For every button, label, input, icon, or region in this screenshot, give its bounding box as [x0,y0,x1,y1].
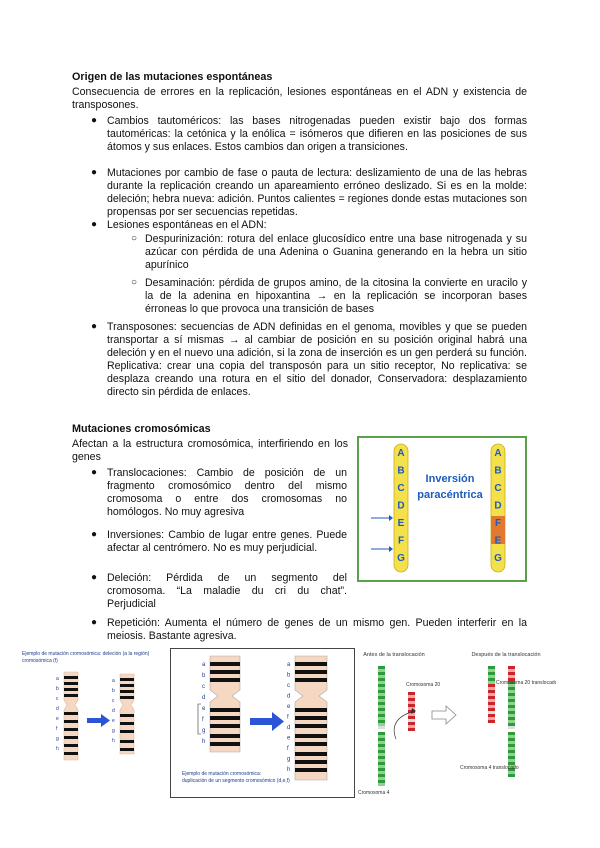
chromosome-stripe [378,771,385,774]
chromosome-stripe [378,741,385,744]
duplication-right-label: b [287,672,291,679]
duplication-caption-2: duplicación de un segmento cromosómico (d,e,f) [182,778,290,784]
chromosome-band [295,708,327,712]
chromosome-stripe [508,753,515,756]
bullet-dot: ● [91,219,98,230]
inversion-title-line1: Inversión [425,473,475,485]
deletion-right-label: e [112,718,115,724]
chromosome-stripe [508,729,515,732]
chromosome-stripe [488,687,495,690]
section2-title: Mutaciones cromosómicas [72,423,211,435]
duplication-right-label: e [287,735,291,742]
chromosome-band [295,670,327,674]
chromosome-stripe [378,729,385,732]
chromosome-stripe [508,756,515,759]
translocation-diagram [356,644,556,802]
inversion-right-letter: A [494,448,502,459]
inversion-left-letter: G [397,553,405,564]
chromosome-stripe [408,692,415,695]
duplication-right-label: d [287,693,291,700]
chromosome-stripe [378,666,385,669]
inversion-right-letter: B [494,465,502,477]
deletion-caption-2: cromosómica (f) [22,658,58,664]
subbullet-desaminacion: Desaminación: pérdida de grupos amino, de la citosina la convierte en uracilo y la de la adenina en hipoxantina → en la replicación se incorporan bases érroneas lo que provoca una transición de bases [145,277,527,315]
chromosome-stripe [488,678,495,681]
inversion-left-letter: F [397,535,405,547]
translocation-before-label: Antes de la translocación [363,652,425,658]
chromosome-band [295,662,327,666]
chromosome-stripe [408,719,415,722]
chromosome-stripe [408,728,415,731]
subbullet-circle: ○ [131,277,138,288]
chromosome-stripe [488,717,495,720]
inversion-right-letter: C [494,483,502,494]
chromosome-stripe [488,696,495,699]
chromosome-stripe [378,693,385,696]
chromosome-stripe [488,669,495,672]
deletion-left-label: e [56,716,59,722]
deletion-right-label: h [112,738,115,744]
duplication-left-label: e [202,706,206,712]
chromosome-stripe [488,681,495,684]
chromosome-stripe [488,720,495,723]
chromosome-band [120,714,134,717]
deletion-right-label: g [112,728,115,734]
chromosome-band [120,696,134,699]
chromosome-band [64,736,78,739]
chromosome-band [64,694,78,697]
section1-intro: Consecuencia de errores en la replicación, lesiones espontáneas en el ADN y existencia de transposones. [72,86,527,111]
chromosome-stripe [508,723,515,726]
chromosome-stripe [508,771,515,774]
chromosome-band [64,682,78,685]
chromosome-stripe [508,750,515,753]
chromosome-band [64,712,78,715]
chromosome-stripe [378,690,385,693]
bullet-delecion: Deleción: Pérdida de un segmento del cromosoma. “La maladie du cri du chat”. Perjudicial [107,572,347,610]
bullet-dot: ● [91,167,98,178]
translocation-figure [356,644,556,802]
chromosome-stripe [408,716,415,719]
chromosome-stripe [508,744,515,747]
chromosome-stripe [488,666,495,669]
chromosome-stripe [408,695,415,698]
bullet-dot: ● [91,529,98,540]
chromosome-band [210,678,240,682]
inversion-left-letter: C [397,483,405,494]
chromosome-stripe [378,726,385,729]
chromosome-band [210,716,240,720]
chromosome-stripe [378,723,385,726]
chromosome-stripe [508,687,515,690]
deletion-left-label: g [56,736,59,742]
bullet-dot: ● [91,617,98,628]
chromosome-stripe [408,698,415,701]
chromosome-stripe [378,714,385,717]
bullet-transposones: Transposones: secuencias de ADN definidas en el genoma, movibles y que se pueden transportar a sí mismas → al cambiar de posición en su posición original habrá una deleción y en el nuevo una adición, si la zona de inserción es un gen perderá su función. Replicativa: crear una copia del transposón para un sitio receptor, No replicativa: se desplaza creando una rotura en el sitio del donador, Conservadora: desplazamiento directo sin pérdida de enlaces. [107,321,527,398]
duplication-left-label: a [202,662,206,668]
chromosome-stripe [378,744,385,747]
subbullet-circle: ○ [131,233,138,244]
chromosome-stripe [508,696,515,699]
deletion-figure [20,648,168,770]
chromosome-stripe [488,684,495,687]
chromosome-stripe [508,693,515,696]
chromosome-stripe [408,722,415,725]
chromosome-stripe [378,699,385,702]
bullet-dot: ● [91,572,98,583]
chromosome-stripe [378,678,385,681]
duplication-diagram [170,648,355,798]
duplication-figure [170,648,355,798]
bullet-repeticion: Repetición: Aumenta el número de genes de un mismo gen. Pueden interferir en la meiosis. Bastante agresiva. [107,617,527,642]
chromosome-band [120,690,134,693]
chromosome-stripe [488,690,495,693]
chromosome-stripe [508,720,515,723]
bullet-dot: ● [91,467,98,478]
chromosome-stripe [378,681,385,684]
bullet-translocaciones: Translocaciones: Cambio de posición de un fragmento cromosómico dentro del mismo cromosoma o entre dos cromosomas no homólogos. No muy agresiva [107,467,347,518]
chromosome-band [210,670,240,674]
chromosome-stripe [508,702,515,705]
deletion-right-label: d [112,708,115,714]
inversion-right-letter: G [494,553,502,564]
chromosome-stripe [508,672,515,675]
chromosome-band [64,728,78,731]
inversion-figure [357,436,527,582]
inversion-left-letter: D [397,500,405,512]
chromosome-stripe [408,704,415,707]
chromosome-stripe [378,669,385,672]
deletion-right-label: a [112,678,115,684]
section2-intro: Afectan a la estructura cromosómica, interfiriendo en los genes [72,438,348,463]
deletion-right-label: b [112,688,115,694]
chromosome-stripe [378,717,385,720]
deletion-diagram [20,648,168,770]
chromosome-stripe [508,774,515,777]
inversion-left-letter: A [397,448,405,459]
chromosome-stripe [488,702,495,705]
chromosome-stripe [378,780,385,783]
inversion-diagram [357,436,527,582]
chromosome-stripe [378,672,385,675]
chromosome-stripe [378,777,385,780]
duplication-left-label: d [202,695,206,701]
chromosome-stripe [378,675,385,678]
inversion-left-letter: E [397,518,405,529]
chromosome-band [295,768,327,772]
duplication-left-label: b [202,673,206,679]
chromosome-band [295,742,327,746]
deletion-left-label: b [56,686,59,692]
bullet-cambios-tautomericos: Cambios tautoméricos: las bases nitrogenadas pueden existir bajo dos formas tautoméricas: la cetónica y la enólica = isómeros que difieren en las posiciones de sus átomos y sus enlaces. Estos cambios dan origen a transiciones. [107,115,527,153]
bullet-lesiones: Lesiones espontáneas en el ADN: [107,219,267,231]
chromosome-band [64,688,78,691]
chromosome-band [295,734,327,738]
bullet-dot: ● [91,321,98,332]
inversion-right-letter: F [494,518,502,529]
duplication-right-label: h [287,767,291,773]
chromosome-band [120,748,134,751]
inversion-right-letter: D [494,500,502,512]
chromosome-stripe [378,753,385,756]
chromosome-stripe [378,765,385,768]
duplication-right-label: e [287,704,291,710]
chromosome-stripe [508,741,515,744]
chromosome-band [210,708,240,712]
translocation-after-label: Después de la translocación [471,652,541,658]
chr4-label: Cromosoma 4 [358,790,390,796]
chromosome-stripe [508,747,515,750]
chromosome-stripe [378,708,385,711]
chromosome-band [210,662,240,666]
chromosome-band [64,744,78,747]
chromosome-band [295,752,327,756]
deletion-caption: Ejemplo de mutación cromosómica: deleción (a la región) [22,651,150,657]
chromosome-stripe [378,738,385,741]
chromosome-band [120,722,134,725]
chromosome-stripe [378,762,385,765]
chromosome-stripe [508,666,515,669]
chr20-translocated-label: Cromosoma 20 translocado [496,680,556,686]
chromosome-stripe [488,714,495,717]
chromosome-stripe [508,732,515,735]
duplication-right-label: a [287,662,291,668]
chromosome-stripe [488,672,495,675]
bullet-dot: ● [91,115,98,126]
chromosome-stripe [378,684,385,687]
chromosome-band [120,684,134,687]
chromosome-band [120,678,134,681]
duplication-right-label: c [287,683,290,689]
chromosome-band [295,678,327,682]
subbullet-despurinizacion: Despurinización: rotura del enlace glucosídico entre una base nitrogenada y su azúcar con pérdida de una Adenina o Guanina generando en la hebra un sitio apurínico [145,233,527,271]
chromosome-stripe [488,705,495,708]
chromosome-band [120,730,134,733]
chromosome-stripe [378,711,385,714]
duplication-right-label: f [287,714,289,721]
inversion-title-line2: paracéntrica [417,489,483,501]
chromosome-stripe [378,720,385,723]
chromosome-stripe [378,705,385,708]
duplication-right-label: f [287,746,289,752]
chromosome-band [210,734,240,738]
chromosome-stripe [508,717,515,720]
chromosome-stripe [508,735,515,738]
chromosome-stripe [378,756,385,759]
chromosome-stripe [508,738,515,741]
chromosome-stripe [378,759,385,762]
chromosome-stripe [408,701,415,704]
deletion-left-label: a [56,676,59,682]
chromosome-band [295,724,327,728]
chromosome-stripe [378,696,385,699]
chromosome-stripe [378,687,385,690]
bullet-cambio-fase: Mutaciones por cambio de fase o pauta de lectura: deslizamiento de una de las hebras durante la replicación creando un apareamiento erróneo deslizado. Si es en la molde: deleción; hebra nueva: adición. Puntos calientes = regiones donde estas mutaciones son propensas por ser secuencias repetidas. [107,167,527,218]
chromosome-stripe [508,726,515,729]
chromosome-stripe [488,699,495,702]
chromosome-stripe [508,759,515,762]
chromosome-stripe [378,732,385,735]
inversion-left-letter: B [397,465,405,477]
duplication-left-label: g [202,728,206,734]
duplication-left-label: c [202,684,205,690]
section1-title: Origen de las mutaciones espontáneas [72,71,273,83]
duplication-left-label: f [202,717,204,723]
chromosome-band [295,716,327,720]
chromosome-stripe [508,714,515,717]
chromosome-stripe [378,750,385,753]
deletion-left-label: c [56,696,59,702]
chromosome-stripe [508,669,515,672]
chromosome-stripe [508,690,515,693]
chromosome-band [295,760,327,764]
chr20-label: Cromosoma 20 [406,682,441,688]
chromosome-stripe [378,747,385,750]
chromosome-stripe [378,735,385,738]
chromosome-stripe [508,699,515,702]
chromosome-stripe [508,705,515,708]
chromosome-stripe [508,675,515,678]
inversion-right-letter: E [494,535,502,547]
chromosome-band [120,740,134,743]
chromosome-stripe [488,708,495,711]
chromosome-stripe [508,708,515,711]
bullet-inversiones: Inversiones: Cambio de lugar entre genes. Puede afectar al centrómero. No es muy perjudicial. [107,529,347,554]
chromosome-stripe [508,711,515,714]
chr4-translocated-label: Cromosoma 4 translocado [460,765,519,771]
chromosome-stripe [488,711,495,714]
chromosome-band [210,742,240,746]
chromosome-band [64,720,78,723]
chromosome-band [210,724,240,728]
chromosome-band [64,676,78,679]
deletion-left-label: f [56,726,58,732]
chromosome-stripe [408,725,415,728]
deletion-left-label: h [56,746,59,752]
chromosome-stripe [378,774,385,777]
chromosome-stripe [378,783,385,786]
deletion-left-label: d [56,706,59,712]
chromosome-stripe [488,693,495,696]
duplication-caption-1: Ejemplo de mutación cromosómica: [182,771,262,777]
deletion-right-label: c [112,698,115,704]
chromosome-band [64,752,78,755]
chromosome-stripe [488,675,495,678]
duplication-left-label: h [202,739,206,745]
chromosome-stripe [378,768,385,771]
duplication-right-label: g [287,756,291,763]
duplication-right-label: d [287,725,291,731]
chromosome-stripe [378,702,385,705]
